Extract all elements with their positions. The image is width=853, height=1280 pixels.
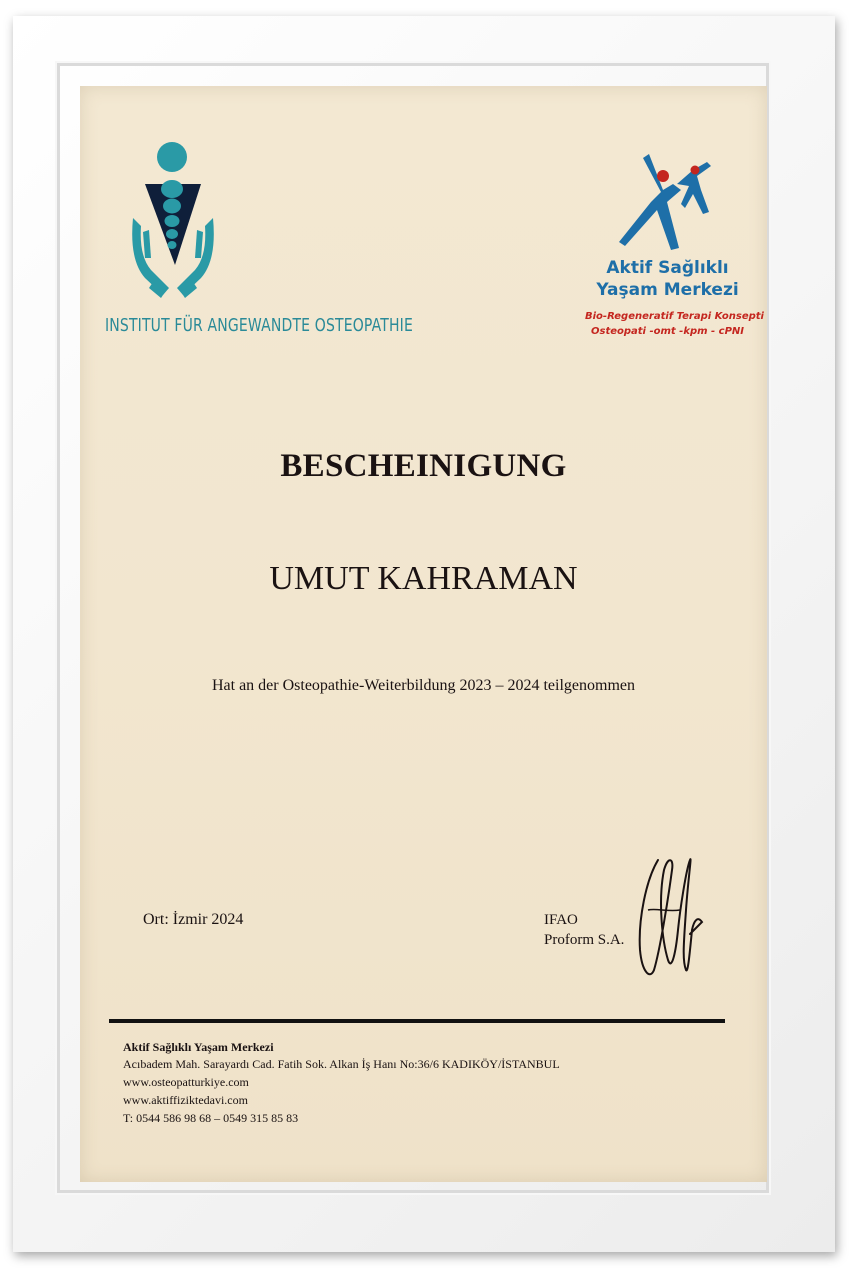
footer-web2: www.aktiffiziktedavi.com xyxy=(123,1093,248,1107)
institute-logo xyxy=(105,140,413,350)
institute-name: INSTITUT FÜR ANGEWANDTE OSTEOPATHIE xyxy=(105,316,413,336)
footer-divider xyxy=(109,1019,725,1023)
issuer-line2: Proform S.A. xyxy=(544,932,625,948)
center-name-line2: Yaşam Merkezi xyxy=(596,280,739,300)
center-name-line1: Aktif Sağlıklı xyxy=(606,258,729,278)
footer-org: Aktif Sağlıklı Yaşam Merkezi xyxy=(123,1040,274,1054)
footer-phone: T: 0544 586 98 68 – 0549 315 85 83 xyxy=(123,1111,299,1125)
recipient-name: UMUT KAHRAMAN xyxy=(269,560,578,597)
footer-web1: www.osteopatturkiye.com xyxy=(123,1075,249,1089)
place-date: Ort: İzmir 2024 xyxy=(143,911,244,928)
center-tagline1: Bio-Regeneratif Terapi Konsepti xyxy=(585,311,764,322)
footer-address: Acıbadem Mah. Sarayardı Cad. Fatih Sok. Alkan İş Hanı No:36/6 KADIKÖY/İSTANBUL xyxy=(123,1057,560,1071)
certificate-title: BESCHEINIGUNG xyxy=(280,448,567,484)
issuer-line1: IFAO xyxy=(544,912,578,928)
participation-statement: Hat an der Osteopathie-Weiterbildung 2023 – 2024 teilgenommen xyxy=(211,677,636,694)
running-figures-icon xyxy=(615,150,725,255)
aktif-logo xyxy=(585,150,764,350)
center-tagline2: Osteopati -omt -kpm - cPNI xyxy=(590,326,745,337)
osteopathy-hands-icon xyxy=(115,140,235,305)
signature-icon xyxy=(628,850,708,985)
